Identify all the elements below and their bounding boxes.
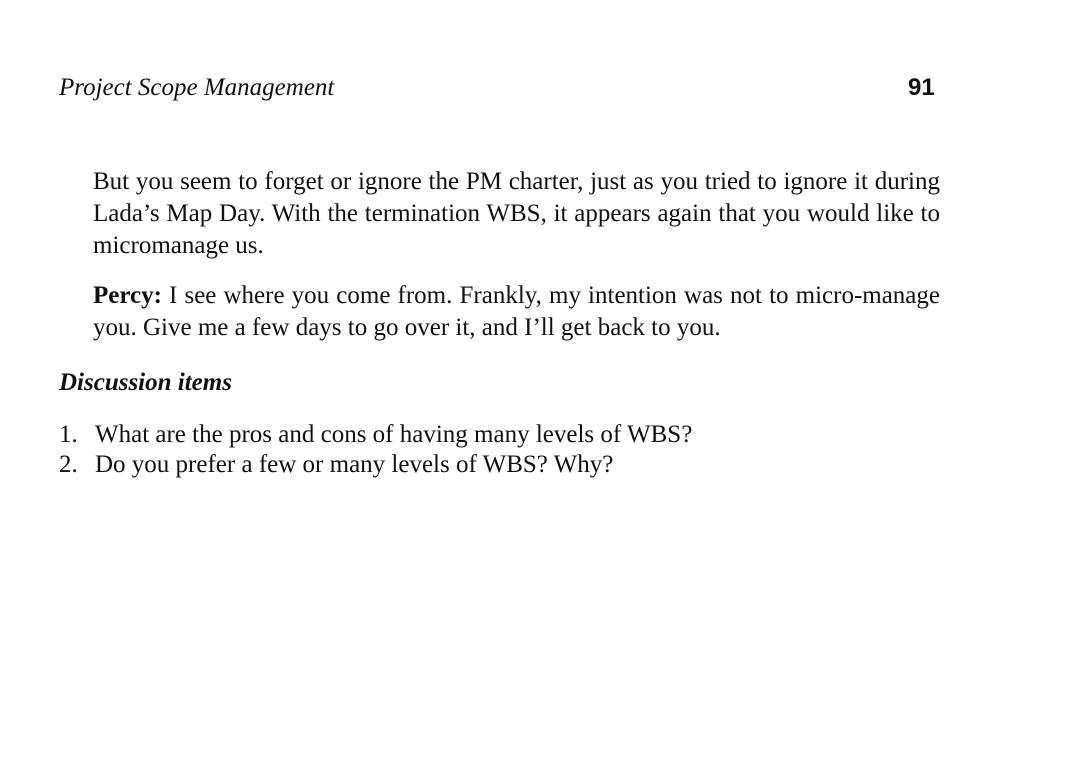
- item-text: What are the pros and cons of having many levels of WBS?: [95, 421, 693, 448]
- list-item: [59, 420, 692, 450]
- paragraph: [93, 280, 940, 344]
- list-item: [59, 450, 692, 480]
- running-header: Project Scope Management: [59, 74, 335, 101]
- speaker-name: Percy:: [93, 282, 162, 309]
- page-number: 91: [908, 74, 935, 101]
- section-heading: Discussion items: [59, 369, 232, 396]
- dialogue-text: I see where you come from. Frankly, my intention was not to micro-manage you. Give me a few days to go over it, and I’ll get back to you.: [93, 282, 940, 341]
- paragraph: But you seem to forget or ignore the PM charter, just as you tried to ignore it during Lada’s Map Day. With the termination WBS, it appears again that you would like to micromanage us.: [93, 168, 940, 259]
- item-text: Do you prefer a few or many levels of WBS? Why?: [95, 451, 614, 478]
- item-number: 1.: [59, 421, 78, 448]
- item-number: 2.: [59, 451, 78, 478]
- discussion-list: [59, 420, 692, 480]
